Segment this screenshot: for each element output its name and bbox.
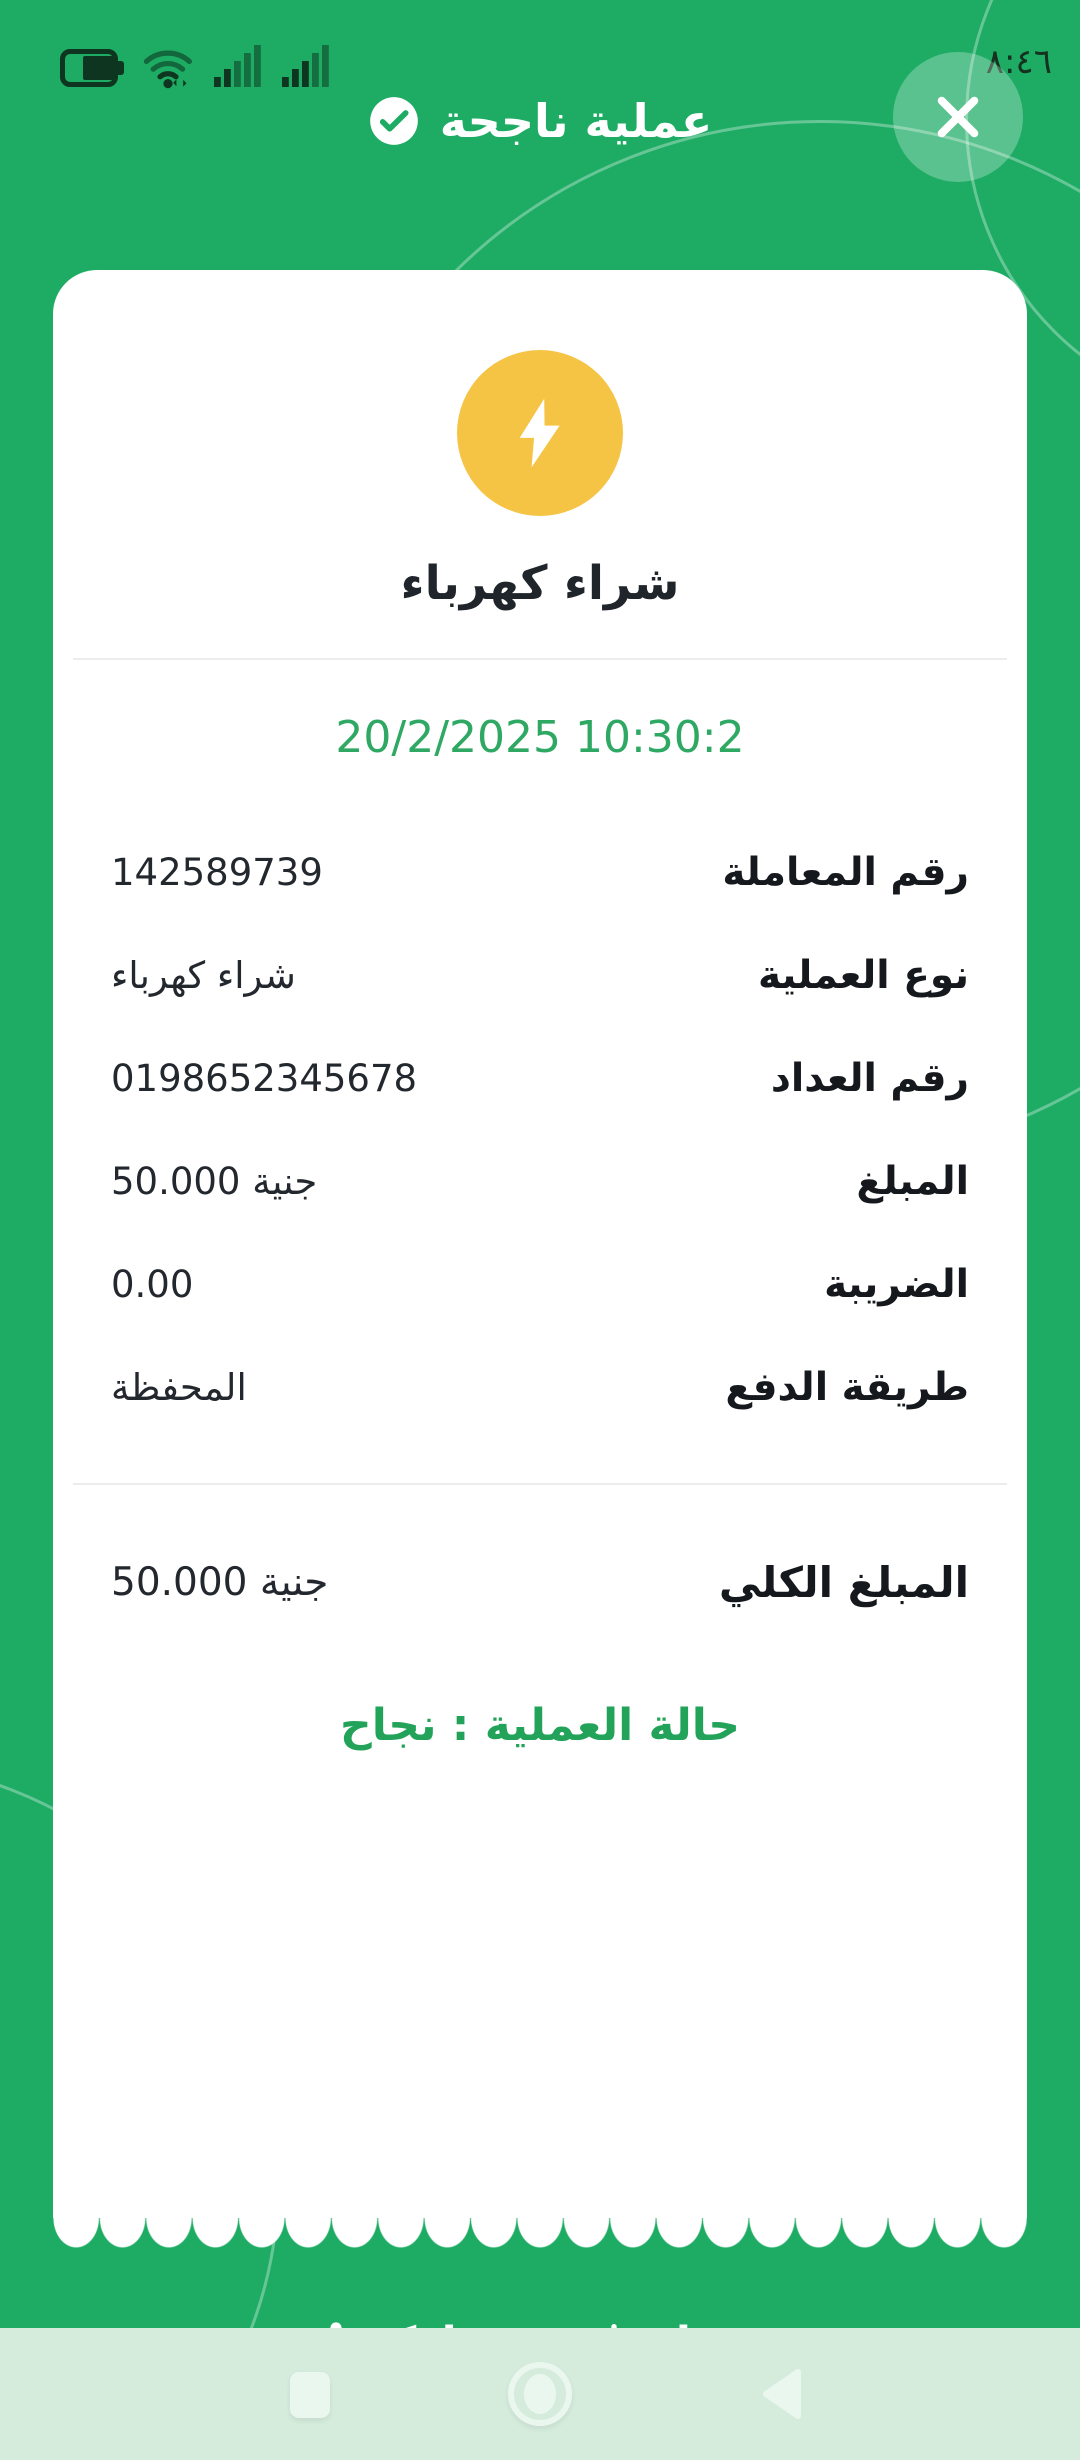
row-label: الضريبة (824, 1262, 969, 1307)
detail-row (53, 1130, 1027, 1233)
nav-back-button[interactable] (758, 2366, 806, 2422)
total-label: المبلغ الكلي (718, 1558, 969, 1607)
total-value: 50.000 جنية (111, 1560, 329, 1605)
detail-row (53, 924, 1027, 1027)
detail-row (53, 1233, 1027, 1336)
close-button[interactable] (893, 52, 1023, 182)
row-value: المحفظة (111, 1366, 247, 1409)
detail-row (53, 821, 1027, 924)
row-label: نوع العملية (758, 953, 969, 998)
android-nav-bar (0, 2328, 1080, 2460)
transaction-status: حالة العملية : نجاح (340, 1700, 740, 1751)
lightning-icon (498, 391, 582, 475)
success-check-icon (368, 95, 420, 147)
row-label: طريقة الدفع (725, 1365, 969, 1410)
detail-row (53, 1027, 1027, 1130)
detail-rows (53, 821, 1027, 1439)
row-value: 50.000 جنية (111, 1160, 318, 1203)
row-label: رقم العداد (770, 1056, 969, 1101)
receipt-scalloped-edge (53, 2218, 1027, 2248)
row-label: المبلغ (856, 1159, 969, 1204)
service-badge (457, 350, 623, 516)
row-value: 142589739 (111, 851, 323, 894)
row-value: 0198652345678 (111, 1057, 418, 1100)
receipt-card (53, 270, 1027, 2218)
battery-icon (60, 49, 124, 87)
row-value: 0.00 (111, 1263, 194, 1306)
close-icon (930, 89, 986, 145)
row-label: رقم المعاملة (722, 850, 969, 895)
status-bar-clock: ٨:٤٦ (985, 42, 1052, 82)
transaction-datetime: 20/2/2025 10:30:2 (335, 712, 745, 763)
nav-home-button[interactable] (508, 2362, 572, 2426)
row-value: شراء كهرباء (111, 954, 296, 997)
page-title: عملية ناجحة (439, 94, 713, 148)
divider (73, 1483, 1007, 1485)
detail-row (53, 1336, 1027, 1439)
service-title: شراء كهرباء (400, 556, 680, 611)
total-row (53, 1531, 1027, 1634)
nav-recents-button[interactable] (290, 2372, 330, 2418)
nav-home-icon (524, 2374, 556, 2414)
divider (73, 658, 1007, 660)
